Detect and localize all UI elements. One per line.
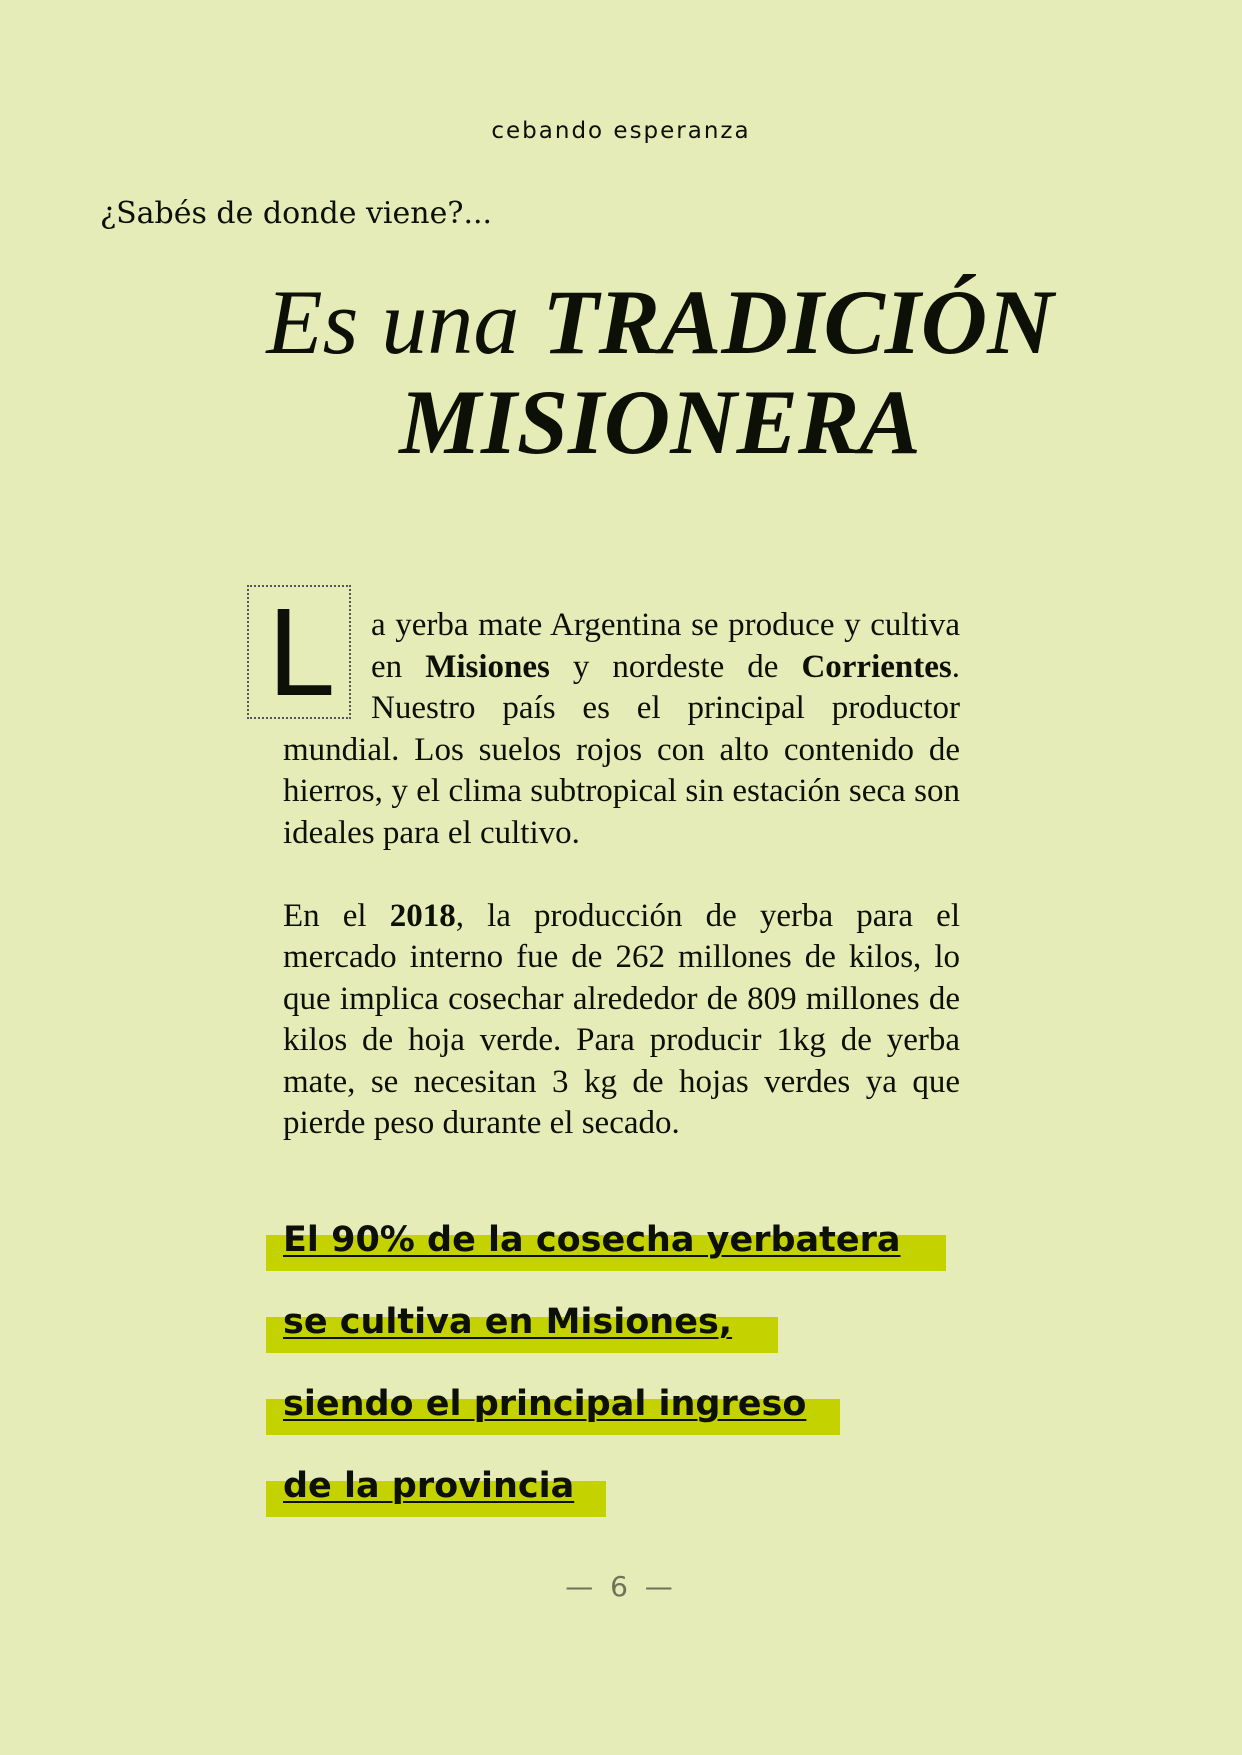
body-text xyxy=(266,585,960,1186)
p1-text-c: . Nuestro país es el principal productor mundial. Los suelos rojos con alto contenido de hierros, y el clima subtropical sin estación seca son ideales para el cultivo. xyxy=(283,648,960,851)
highlight-line-4: de la provincia xyxy=(266,1481,606,1517)
highlight-line-3: siendo el principal ingreso xyxy=(266,1399,840,1435)
kicker: ¿Sabés de donde viene?... xyxy=(100,196,493,231)
highlight-line-1: El 90% de la cosecha yerbatera xyxy=(266,1235,946,1271)
drop-cap: L xyxy=(247,585,351,719)
title-bold-line2: MISIONERA xyxy=(399,371,921,473)
paragraph-1 xyxy=(266,585,960,854)
p1-bold-misiones: Misiones xyxy=(425,648,550,685)
p1-text-b: y nordeste de xyxy=(549,648,802,685)
running-head: cebando esperanza xyxy=(491,118,751,144)
paragraph-2 xyxy=(283,896,960,1145)
p1-text-a: a yerba mate Argentina se produce y cultiva en xyxy=(371,607,960,685)
p2-text-b: , la producción de yerba para el mercado interno fue de 262 millones de kilos, lo que implica cosechar alrededor de 809 millones de kilos de hoja verde. Para producir 1kg de yerba mate, se necesitan 3 kg de hojas verdes ya que pierde peso durante el secado. xyxy=(283,897,960,1141)
p2-bold-year: 2018 xyxy=(389,897,456,934)
title-italic: Es una xyxy=(266,271,520,373)
p2-text-a: En el xyxy=(283,897,390,934)
title-bold-line1: TRADICIÓN xyxy=(542,271,1054,373)
highlight-line-2: se cultiva en Misiones, xyxy=(266,1317,778,1353)
page-number: — 6 — xyxy=(565,1570,677,1603)
page-title xyxy=(160,272,1160,472)
p1-bold-corrientes: Corrientes xyxy=(801,648,952,685)
